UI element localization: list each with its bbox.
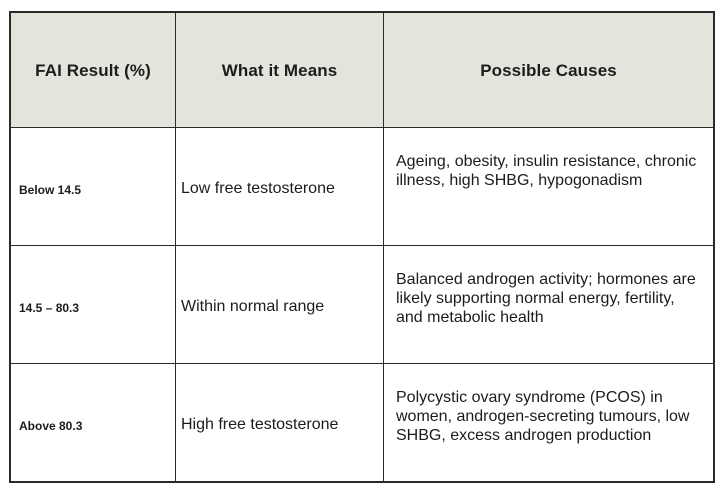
- row-normal-meaning: Within normal range: [176, 246, 384, 364]
- row-low-causes: Ageing, obesity, insulin resistance, chronic illness, high SHBG, hypogonadism: [384, 128, 713, 246]
- row-low-meaning: Low free testosterone: [176, 128, 384, 246]
- header-what-it-means: What it Means: [176, 13, 384, 128]
- header-possible-causes: Possible Causes: [384, 13, 713, 128]
- row-high-range: Above 80.3: [11, 364, 176, 481]
- row-normal-causes: Balanced androgen activity; hormones are likely supporting normal energy, fertility, and metabolic health: [384, 246, 713, 364]
- row-normal-range: 14.5 – 80.3: [11, 246, 176, 364]
- fai-results-table: [9, 11, 715, 483]
- row-high-meaning: High free testosterone: [176, 364, 384, 481]
- row-low-range: Below 14.5: [11, 128, 176, 246]
- row-high-causes: Polycystic ovary syndrome (PCOS) in women, androgen-secreting tumours, low SHBG, excess androgen production: [396, 389, 690, 444]
- header-fai-result: FAI Result (%): [11, 13, 176, 128]
